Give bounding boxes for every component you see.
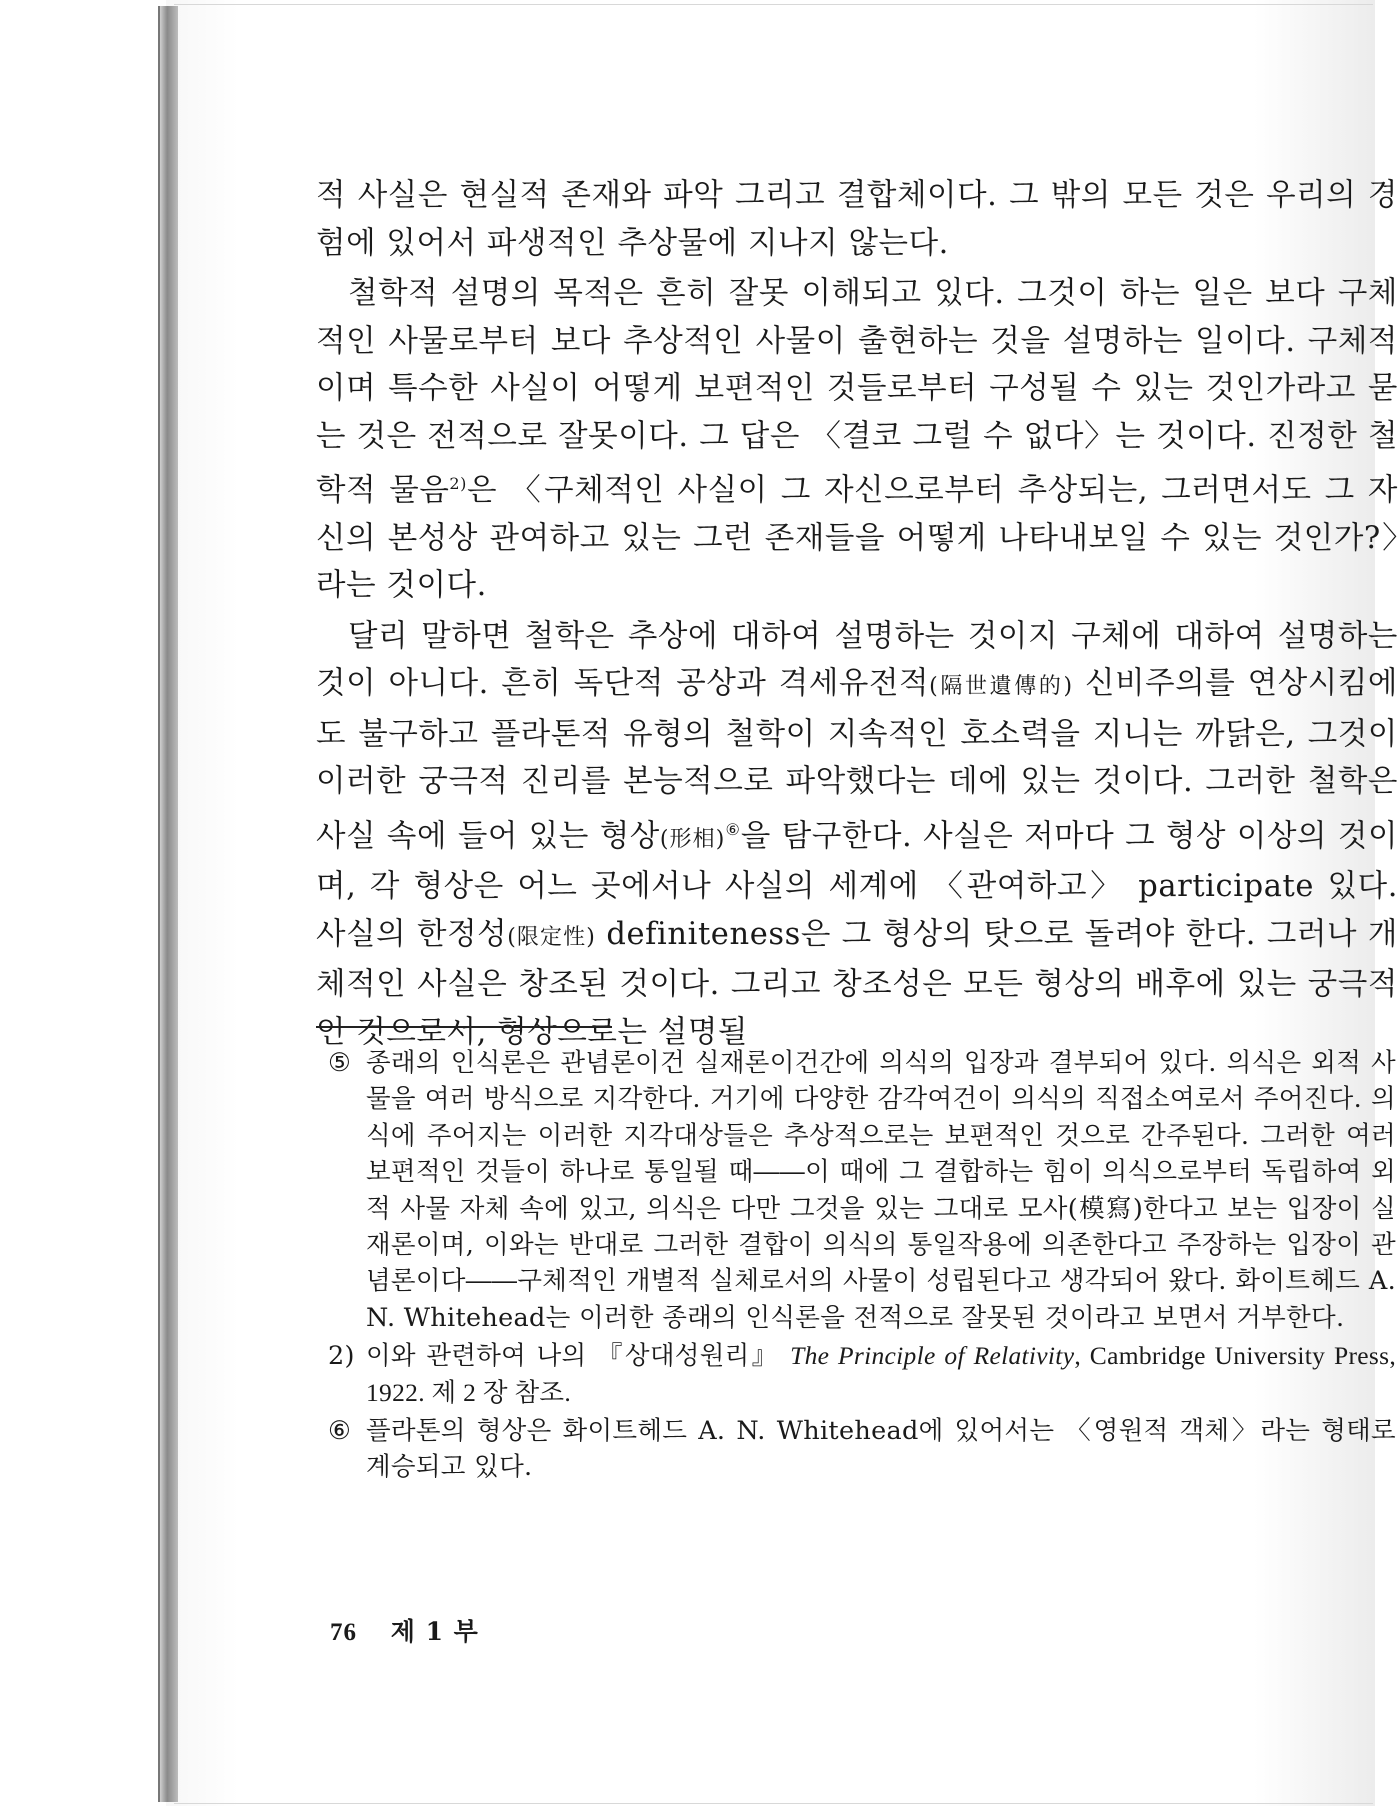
footnote-mark: 2)	[328, 1341, 355, 1372]
footnote-mark: ⑥	[328, 1416, 352, 1447]
book-page	[176, 0, 1398, 1806]
footnote-ref-6: ⑥	[724, 819, 741, 839]
footnote-6	[328, 1413, 1396, 1486]
footnotes	[328, 1045, 1396, 1488]
paragraph-3: 달리 말하면 철학은 추상에 대하여 설명하는 것이지 구체에 대하여 설명하는 것이 아니다. 흔히 독단적 공상과 격세유전적(隔世遺傳的) 신비주의를 연상시킴에도 불구하고 플라톤적 유형의 철학이 지속적인 호소력을 지니는 까닭은, 그것이 이러한 궁극적 진리를 본능적으로 파악했다는 데에 있는 것이다. 그러한 철학은 사실 속에 들어 있는 형상(形相)⑥을 탐구한다. 사실은 저마다 그 형상 이상의 것이며, 각 형상은 어느 곳에서나 사실의 세계에 〈관여하고〉 participate 있다. 사실의 한정성(限定性) definiteness은 그 형상의 탓으로 돌려야 한다. 그러나 개체적인 사실은 창조된 것이다. 그리고 창조성은 모든 형상의 배후에 있는 궁극적인 것으로서, 형상으로는 설명될	[316, 618, 1398, 1050]
paragraph-2: 철학적 설명의 목적은 흔히 잘못 이해되고 있다. 그것이 하는 일은 보다 구체적인 사물로부터 보다 추상적인 사물이 출현하는 것을 설명하는 일이다. 구체적이며 특수한 사실이 어떻게 보편적인 것들로부터 구성될 수 있는 것인가라고 묻는 것은 전적으로 잘못이다. 그 답은 〈결코 그럴 수 없다〉는 것이다. 진정한 철학적 물음$^{2)}$은 〈구체적인 사실이 그 자신으로부터 추상되는, 그러면서도 그 자신의 본성상 관여하고 있는 그런 존재들을 어떻게 나타내보일 수 있는 것인가?〉라는 것이다.	[316, 276, 1398, 604]
footnote-rule	[316, 1026, 612, 1028]
footnote-5	[328, 1045, 1396, 1336]
footnote-text: 플라톤의 형상은 화이트헤드 A. N. Whitehead에 있어서는 〈영원적 객체〉라는 형태로 계승되고 있다.	[366, 1416, 1396, 1483]
book-title: The Principle of Relativity	[790, 1341, 1075, 1371]
footnote-text: 종래의 인식론은 관념론이건 실재론이건간에 의식의 입장과 결부되어 있다. 의식은 외적 사물을 여러 방식으로 지각한다. 거기에 다양한 감각여건이 의식의 직접소여로서 주어진다. 의식에 주어지는 이러한 지각대상들은 추상적으로는 보편적인 것으로 간주된다. 그러한 여러 보편적인 것들이 하나로 통일될 때――이 때에 그 결합하는 힘이 의식으로부터 독립하여 외적 사물 자체 속에 있고, 의식은 다만 그것을 있는 그대로 모사(模寫)한다고 보는 입장이 실재론이며, 이와는 반대로 그러한 결합이 의식의 통일작용에 의존한다고 주장하는 입장이 관념론이다――구체적인 개별적 실체로서의 사물이 성립된다고 생각되어 왔다. 화이트헤드 A. N. Whitehead는 이러한 종래의 인식론을 전적으로 잘못된 것이라고 보면서 거부한다.	[366, 1048, 1396, 1333]
page-number: 76	[330, 1619, 357, 1646]
page-footer	[330, 1612, 479, 1648]
paragraph-1: 적 사실은 현실적 존재와 파악 그리고 결합체이다. 그 밖의 모든 것은 우리의 경험에 있어서 파생적인 추상물에 지나지 않는다.	[316, 178, 1398, 261]
footnote-2	[328, 1338, 1396, 1411]
footnote-ref-2: 2)	[449, 474, 468, 493]
body-text	[316, 172, 1398, 1059]
footnote-text: 이와 관련하여 나의 『상대성원리』 The Principle of Relativity, Cambridge University Press, 1922. 제 2 장 참조.	[366, 1341, 1396, 1407]
section-label: 제 1 부	[390, 1617, 479, 1646]
footnote-mark: ⑤	[328, 1048, 352, 1078]
